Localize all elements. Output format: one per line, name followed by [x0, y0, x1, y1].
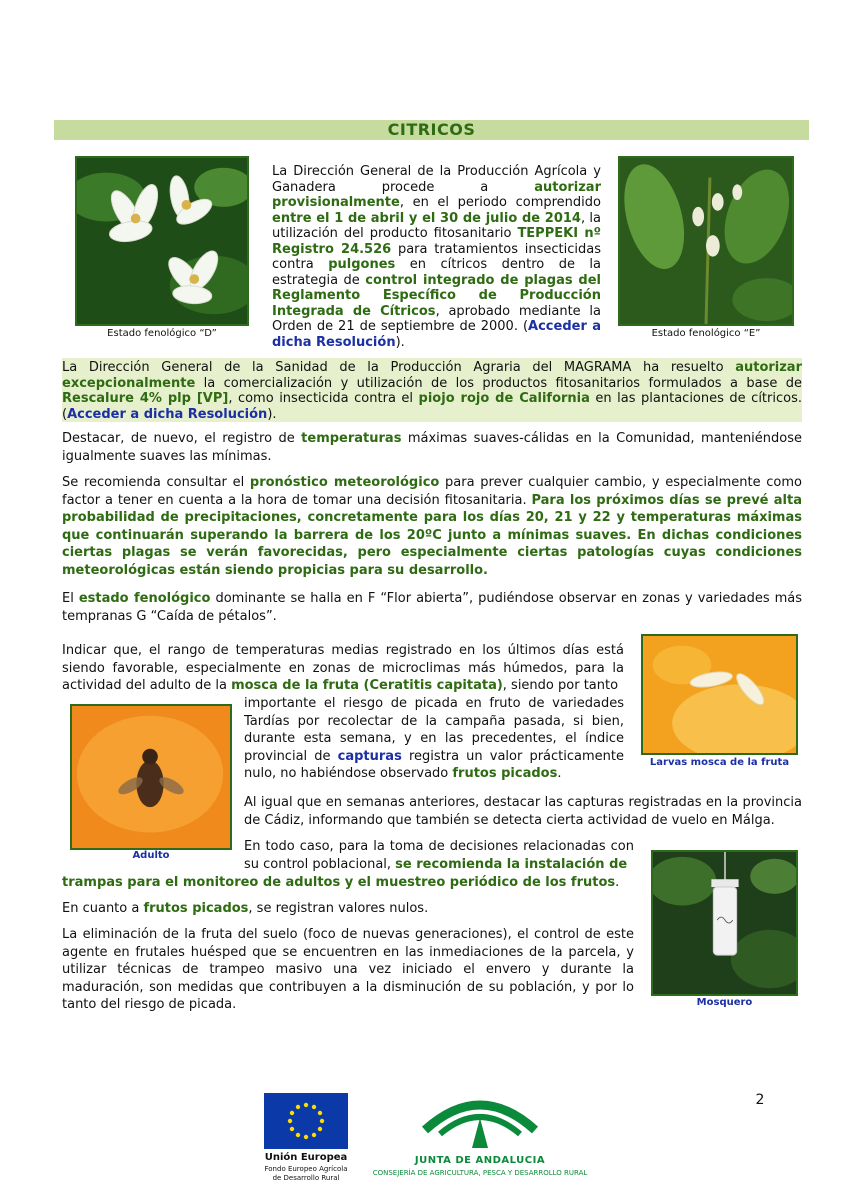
paragraph-pronostico: Se recomienda consultar el pronóstico meteorológico para prever cualquier cambio, y especialmente como factor a tener en cuenta a la hora de tomar una decisión fitosanitaria. Para los próximos días se prevé alta probabilidad de precipitaciones, concretamente para los días 20, 21 y 22 y temperaturas máximas que continuarán superando la barrera de los 20ºC junto a mínimas suaves. En dichas condiciones ciertas plagas se verán favorecidas, pero especialmente ciertas patologías cuyas condiciones meteorológicas están siendo propicias para su desarrollo.	[62, 475, 802, 578]
photo-adulto	[70, 704, 232, 850]
eu-fund-line-1: Fondo Europeo Agrícola	[264, 1165, 348, 1173]
eu-flag-logo	[264, 1093, 348, 1149]
caption-estado-d: Estado fenológico “D”	[107, 328, 217, 339]
photo-larvas	[641, 634, 798, 755]
paragraph-control-poblacional-cont: trampas para el monitoreo de adultos y el muestreo periódico de los frutos.	[62, 875, 620, 890]
paragraph-teppeki: La Dirección General de la Producción Agrícola y Ganadera procede a autorizar provisionalmente, en el periodo comprendido entre el 1 de abril y el 30 de julio de 2014, la utilización del producto fitosanitario TEPPEKI nº Registro 24.526 para tratamientos insecticidas contra pulgones en cítricos dentro de la estrategia de control integrado de plagas del Reglamento Específico de Producción Integrada de Cítricos, aprobado mediante la Orden de 21 de septiembre de 2000. (Acceder a dicha Resolución).	[272, 164, 602, 350]
junta-andalucia-logo	[420, 1090, 540, 1152]
photo-estado-e	[618, 156, 794, 326]
page-number: 2	[755, 1092, 765, 1108]
eu-stars	[288, 1103, 324, 1139]
photo-mosquero	[651, 850, 798, 996]
caption-mosquero: Mosquero	[696, 997, 753, 1008]
caption-estado-e: Estado fenológico “E”	[651, 328, 761, 339]
caption-adulto: Adulto	[132, 850, 170, 861]
link-acceder-resolucion-1[interactable]: Acceder a dicha Resolución	[272, 319, 602, 350]
paragraph-frutos-picados: En cuanto a frutos picados, se registran valores nulos.	[62, 901, 429, 916]
paragraph-mosca-riesgo: importante el riesgo de picada en fruto de variedades Tardías por recolectar de la campaña pasada, si bien, durante esta semana, y en las precedentes, el índice provincial de capturas registra un valor prácticamente nulo, no habiéndose observado frutos picados.	[244, 696, 624, 781]
section-title-bar	[54, 120, 809, 140]
section-title: CITRICOS	[387, 120, 476, 139]
junta-department: CONSEJERÍA DE AGRICULTURA, PESCA Y DESARROLLO RURAL	[372, 1169, 588, 1177]
junta-name: JUNTA DE ANDALUCIA	[414, 1155, 546, 1166]
paragraph-control-poblacional: En todo caso, para la toma de decisiones relacionadas con su control poblacional, se recomienda la instalación de	[244, 839, 634, 872]
eu-name: Unión Europea	[264, 1152, 348, 1163]
paragraph-capturas-cadiz: Al igual que en semanas anteriores, destacar las capturas registradas en la provincia de Cádiz, informando que también se detecta cierta actividad de vuelo en Málga.	[244, 795, 802, 828]
photo-estado-d	[75, 156, 249, 326]
paragraph-temperaturas: Destacar, de nuevo, el registro de temperaturas máximas suaves-cálidas en la Comunidad, manteniéndose igualmente suaves las mínimas.	[62, 431, 803, 464]
link-acceder-resolucion-2[interactable]: Acceder a dicha Resolución	[67, 406, 268, 422]
paragraph-eliminacion-fruta: La eliminación de la fruta del suelo (foco de nuevas generaciones), el control de este agente en frutales huésped que se encuentren en las inmediaciones de la parcela, y utilizar técnicas de trampeo masivo una vez iniciado el envero y durante la maduración, son medidas que contribuyen a la disminución de su población, y por lo tanto del riesgo de picada.	[62, 927, 634, 1012]
eu-fund-line-2: de Desarrollo Rural	[272, 1174, 340, 1182]
paragraph-mosca-intro: Indicar que, el rango de temperaturas medias registrado en los últimos días está siendo favorable, especialmente en zonas de microclimas más húmedos, para la actividad del adulto de la mosca de la fruta (Ceratitis capitata), siendo por tanto	[62, 643, 624, 693]
caption-larvas: Larvas mosca de la fruta	[649, 757, 790, 768]
paragraph-estado-fenologico: El estado fenológico dominante se halla en F “Flor abierta”, pudiéndose observar en zonas y variedades más tempranas G “Caída de pétalos”.	[62, 591, 803, 624]
paragraph-rescalure: La Dirección General de la Sanidad de la Producción Agraria del MAGRAMA ha resuelto autorizar excepcionalmente la comercialización y utilización de los productos fitosanitarios formulados a base de Rescalure 4% plp [VP], como insecticida contra el piojo rojo de California en las plantaciones de cítricos. (Acceder a dicha Resolución).	[62, 360, 802, 422]
